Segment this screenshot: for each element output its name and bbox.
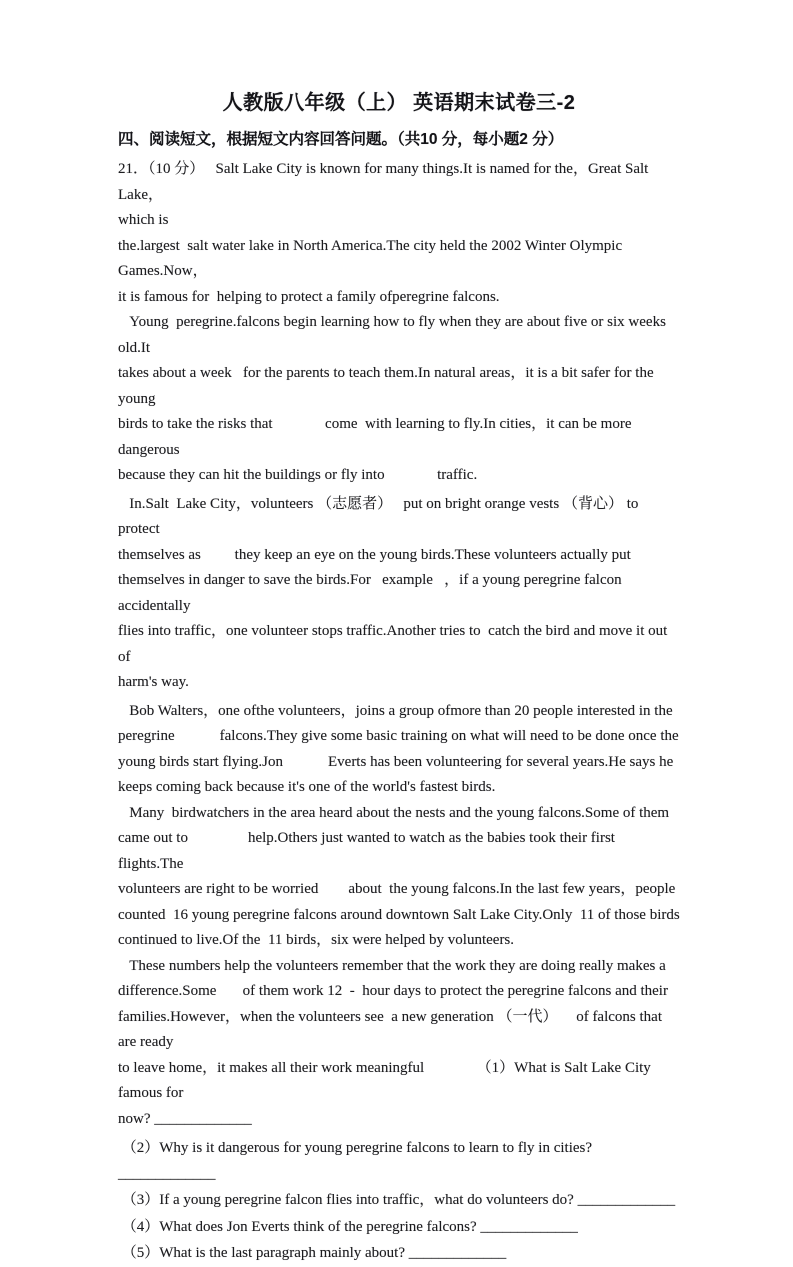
question-line: to leave home，it makes all their work meaningful （1）What is Salt Lake City famous for	[118, 1059, 655, 1101]
passage-line: keeps coming back because it's one of the world's fastest birds.	[118, 779, 496, 795]
passage-line: Young peregrine.falcons begin learning how to fly when they are about five or six weeks old.It	[118, 314, 670, 356]
passage-line: Bob Walters，one ofthe volunteers，joins a group ofmore than 20 people interested in the	[118, 702, 673, 719]
passage-line: difference.Some of them work 12 - hour days to protect the peregrine falcons and their	[118, 983, 668, 999]
question-line: （2）Why is it dangerous for young peregrine falcons to learn to fly in cities? _____________	[118, 1140, 596, 1182]
passage-line: takes about a week for the parents to teach them.In natural areas，it is a bit safer for the young	[118, 365, 658, 407]
section-heading: 四、阅读短文，根据短文内容回答问题。（共10 分，每小题2 分）	[118, 131, 564, 148]
passage-line: families.However，when the volunteers see a new generation （一代） of falcons that are ready	[118, 1008, 666, 1050]
question-line: （5）What is the last paragraph mainly about? _____________	[118, 1245, 507, 1261]
document-page	[118, 90, 680, 1267]
question-line: now? _____________	[118, 1110, 252, 1127]
passage-line: 21．（10 分） Salt Lake City is known for many things.It is named for the，Great Salt Lake，	[118, 161, 653, 203]
passage-line: themselves in danger to save the birds.For example ，if a young peregrine falcon accidentally	[118, 572, 626, 614]
question-line: （3）If a young peregrine falcon flies into traffic，what do volunteers do? _____________	[118, 1192, 676, 1208]
passage-line: came out to help.Others just wanted to watch as the babies took their first flights.The	[118, 830, 619, 872]
passage-line: themselves as they keep an eye on the young birds.These volunteers actually put	[118, 546, 631, 563]
page-title: 人教版八年级（上） 英语期末试卷三-2	[222, 92, 576, 114]
passage-line: In.Salt Lake City，volunteers （志愿者） put on bright orange vests （背心） to protect	[118, 495, 643, 537]
passage-line: the.largest salt water lake in North America.The city held the 2002 Winter Olympic Games.Now，	[118, 237, 626, 279]
question-line: （4）What does Jon Everts think of the peregrine falcons? _____________	[118, 1218, 578, 1235]
passage-line: counted 16 young peregrine falcons around downtown Salt Lake City.Only 11 of those birds	[118, 906, 680, 923]
passage-line: peregrine falcons.They give some basic training on what will need to be done once the	[118, 728, 679, 744]
passage-line: it is famous for helping to protect a family ofperegrine falcons.	[118, 288, 500, 305]
passage-line: harm's way.	[118, 674, 189, 690]
passage-line: Many birdwatchers in the area heard about the nests and the young falcons.Some of them	[118, 804, 670, 821]
passage-line: volunteers are right to be worried about the young falcons.In the last few years，people	[118, 881, 676, 897]
passage-line: young birds start flying.Jon Everts has been volunteering for several years.He says he	[118, 753, 674, 770]
passage-line: birds to take the risks that come with learning to fly.In cities，it can be more dangerous	[118, 416, 636, 458]
passage-line: continued to live.Of the 11 birds，six were helped by volunteers.	[118, 932, 515, 948]
passage-line: flies into traffic，one volunteer stops traffic.Another tries to catch the bird and move it out of	[118, 623, 672, 665]
passage-line: because they can hit the buildings or fly into traffic.	[118, 467, 478, 483]
passage-line: which is	[118, 212, 169, 228]
passage	[118, 157, 680, 1267]
passage-line: These numbers help the volunteers remember that the work they are doing really makes a	[118, 957, 666, 974]
